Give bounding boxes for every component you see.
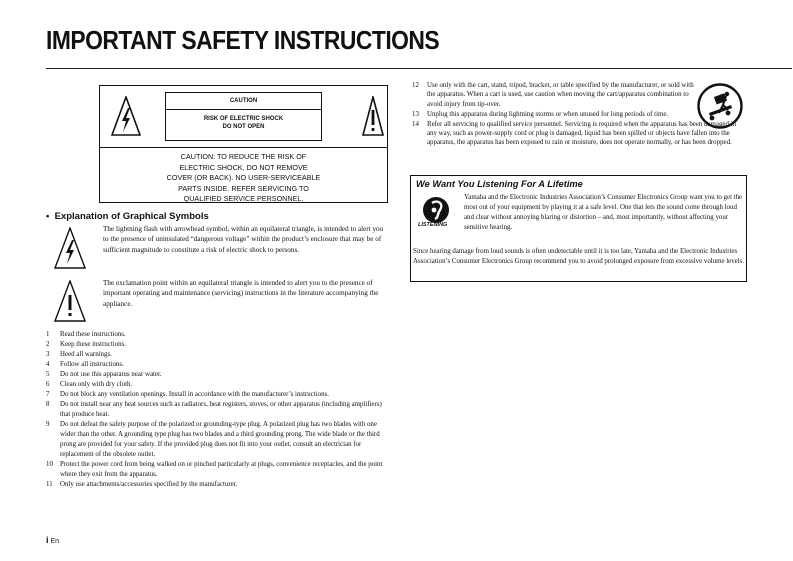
listening-logo-text: LISTENING (418, 222, 448, 228)
item-number: 1 (46, 331, 50, 338)
item-text: Heed all warnings. (60, 351, 112, 358)
list-item (46, 420, 391, 460)
warning-line: QUALIFIED SERVICE PERSONNEL. (183, 194, 304, 203)
item-number: 9 (46, 421, 50, 428)
page-number: i (46, 535, 49, 545)
item-number: 5 (46, 371, 50, 378)
list-item (412, 81, 695, 109)
page-footer (46, 535, 59, 545)
caution-heading: CAUTION (166, 93, 321, 110)
safety-instruction-list (46, 330, 391, 490)
item-text: Refer all servicing to qualified service personnel. Servicing is required when the apparatus has been damaged in any way, such as power-supply cord or plug is damaged, liquid has been spilled or objects have fallen into the apparatus, the apparatus has been exposed to rain or moisture, does not operate normally, or has been dropped. (427, 120, 737, 147)
item-number: 13 (412, 110, 419, 118)
list-item (46, 340, 391, 350)
item-number: 14 (412, 120, 419, 128)
item-number: 4 (46, 361, 50, 368)
caution-inner-box (165, 92, 322, 141)
item-text: Only use attachments/accessories specified by the manufacturer. (60, 481, 238, 488)
caution-warning-text (100, 152, 387, 205)
lightning-description: The lightning flash with arrowhead symbol, within an equilateral triangle, is intended to alert you to the presence of uninsulated “dangerous voltage” within the product’s enclosure that may be of sufficient magnitude to constitute a risk of electric shock to persons. (103, 225, 384, 254)
warning-line: COVER (OR BACK). NO USER-SERVICEABLE (166, 173, 321, 182)
item-number: 7 (46, 391, 50, 398)
listening-title: We Want You Listening For A Lifetime (416, 179, 583, 189)
caution-label-top (100, 86, 387, 148)
item-number: 11 (46, 481, 53, 488)
item-number: 3 (46, 351, 50, 358)
list-item (46, 400, 391, 420)
item-number: 12 (412, 82, 419, 89)
item-number: 2 (46, 341, 50, 348)
list-item (46, 380, 391, 390)
list-item (46, 390, 391, 400)
exclamation-warning-icon (362, 96, 384, 136)
list-item (46, 480, 391, 490)
lightning-warning-icon (111, 96, 141, 136)
list-item (46, 460, 391, 480)
bullet-icon: • (46, 211, 50, 222)
item-text: Read these instructions. (60, 331, 126, 338)
item-text: Use only with the cart, stand, tripod, bracket, or table specified by the manufacturer, or sold with the apparatus. When a cart is used, use caution when moving the cart/apparatus combination to avoid injury from tip-over. (427, 82, 694, 108)
list-item (46, 360, 391, 370)
caution-label (99, 85, 388, 203)
warning-line: ELECTRIC SHOCK, DO NOT REMOVE (179, 162, 308, 172)
list-item (46, 350, 391, 360)
listening-paragraph-1: Yamaha and the Electronic Industries Association’s Consumer Electronics Group want you to get the most out of your equipment by playing it at a safe level. One that lets the sound come through loud and clear without annoying blaring or distortion – and, most importantly, without affecting your sensitive hearing. (464, 194, 743, 231)
item-text: Protect the power cord from being walked on or pinched particularly at plugs, convenience receptacles, and the point where they exit from the apparatus. (60, 461, 383, 478)
title-divider (46, 68, 792, 69)
item-number: 10 (46, 461, 53, 468)
graphical-symbols-title: Explanation of Graphical Symbols (54, 211, 209, 222)
list-item (412, 110, 695, 119)
list-item (46, 370, 391, 380)
item-text: Unplug this apparatus during lightning storms or when unused for long periods of time. (427, 110, 669, 118)
item-text: Follow all instructions. (60, 361, 124, 368)
item-text: Do not block any ventilation openings. Install in accordance with the manufacturer’s instructions. (60, 391, 329, 398)
listening-box (410, 175, 747, 282)
item-text: Do not defeat the safety purpose of the polarized or grounding-type plug. A polarized plug has two blades with one wider than the other. A grounding type plug has two blades and a third grounding prong. The wide blade or the third prong are provided for your safety. If the provided plug does not fit into your outlet, consult an electrician for replacement of the obsolete outlet. (60, 421, 380, 458)
item-text: Do not install near any heat sources such as radiators, heat registers, stoves, or other apparatus (including amplifiers) that produce heat. (60, 401, 382, 418)
lightning-symbol-icon (54, 227, 86, 269)
warning-line: PARTS INSIDE. REFER SERVICING TO (178, 183, 309, 193)
listening-paragraph-2: Since hearing damage from loud sounds is often undetectable until it is too late, Yamaha and the Electronic Industries Association’s Consumer Electronics Group recommend you to avoid prolonged exposure from excessive volume levels. (413, 248, 745, 265)
item-text: Do not use this apparatus near water. (60, 371, 162, 378)
cart-warning-icon (697, 83, 743, 129)
language-code: En (50, 538, 60, 545)
item-text: Clean only with dry cloth. (60, 381, 133, 388)
caution-line-2: DO NOT OPEN (222, 124, 265, 130)
caution-line-1: RISK OF ELECTRIC SHOCK (203, 116, 284, 122)
item-number: 8 (46, 401, 50, 408)
warning-line: CAUTION: TO REDUCE THE RISK OF (180, 152, 307, 161)
item-number: 6 (46, 381, 50, 388)
exclamation-description: The exclamation point within an equilateral triangle is intended to alert you to the presence of important operating and maintenance (servicing) instructions in the literature accompanying the appliance. (103, 279, 379, 308)
exclamation-symbol-icon (54, 280, 86, 322)
page-title: IMPORTANT SAFETY INSTRUCTIONS (46, 25, 440, 55)
list-item (46, 330, 391, 340)
graphical-symbols-heading (46, 211, 209, 222)
item-text: Keep these instructions. (60, 341, 127, 348)
listening-logo (416, 195, 456, 238)
